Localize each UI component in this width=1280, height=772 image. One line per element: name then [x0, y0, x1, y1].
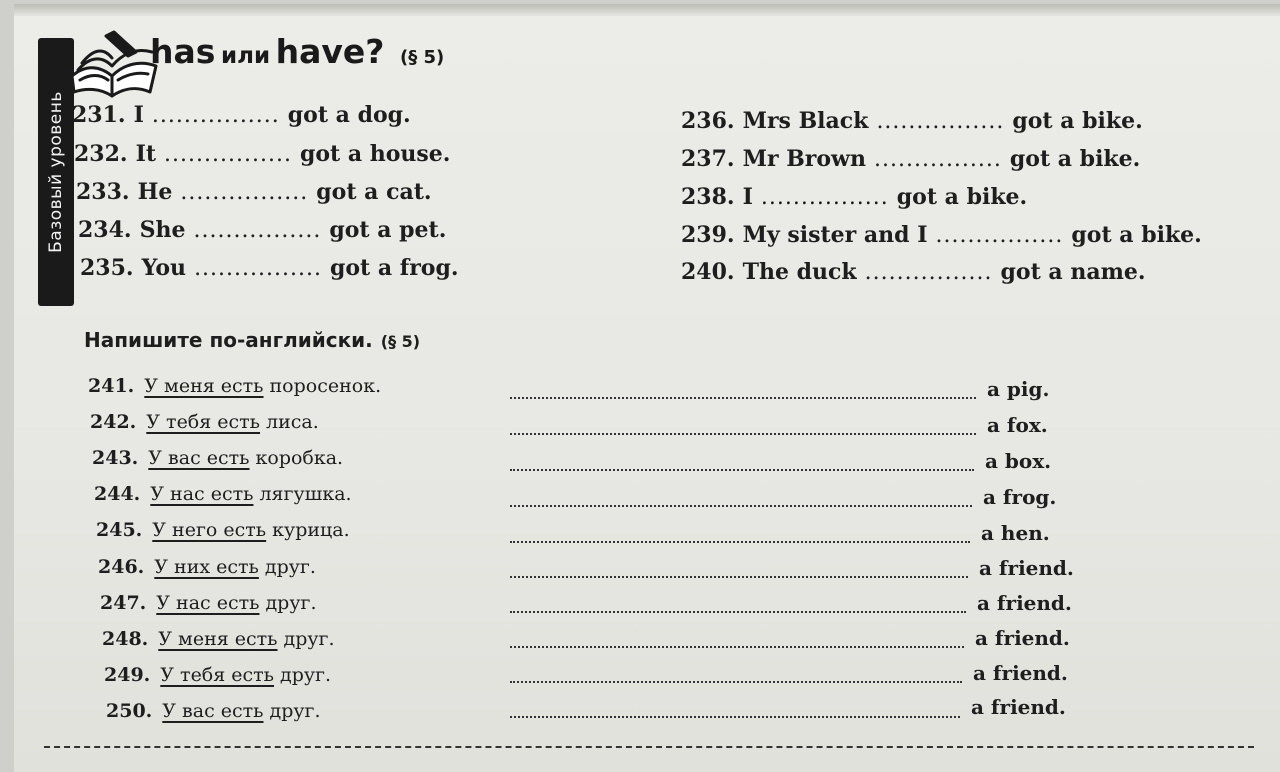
underlined-phrase: У них есть: [154, 556, 259, 578]
translation-line: [510, 505, 972, 507]
underlined-phrase: У него есть: [152, 519, 267, 541]
answer-blank: ................: [193, 218, 322, 243]
heading-has: has: [150, 32, 216, 71]
exercise-subject: The duck: [742, 259, 857, 285]
translation-line: [510, 469, 974, 471]
exercise-231: [72, 102, 411, 128]
exercise-number: 231.: [72, 102, 126, 128]
translate-heading-text: Напишите по-английски.: [84, 328, 373, 352]
translation-247: [100, 592, 317, 614]
exercise-233: [76, 179, 432, 205]
exercise-rest: got a house.: [299, 141, 451, 167]
answer-blank: ................: [876, 109, 1005, 134]
heading-or: или: [220, 43, 271, 69]
exercise-number: 237.: [681, 146, 735, 172]
exercise-rest: got a dog.: [287, 102, 411, 128]
exercise-235: [80, 255, 459, 281]
exercise-number: 242.: [90, 411, 137, 433]
exercise-subject: I: [133, 102, 144, 128]
exercise-subject: Mr Brown: [742, 146, 866, 172]
exercise-number: 236.: [681, 108, 735, 134]
exercise-number: 238.: [681, 184, 735, 210]
page-top-edge: [14, 4, 1280, 16]
exercise-number: 239.: [681, 222, 735, 248]
russian-word: друг.: [283, 628, 335, 650]
underlined-phrase: У тебя есть: [146, 411, 261, 433]
translation-line: [510, 646, 964, 648]
answer-hint: a hen.: [981, 521, 1050, 545]
heading-section-ref: (§ 5): [400, 47, 445, 68]
answer-blank: ................: [760, 185, 889, 210]
exercise-number: 250.: [106, 700, 153, 722]
exercise-number: 235.: [80, 255, 134, 281]
exercise-number: 244.: [94, 483, 141, 505]
translation-248: [102, 628, 335, 650]
answer-hint: a fox.: [987, 413, 1048, 437]
translation-line: [510, 397, 976, 399]
exercise-subject: You: [141, 255, 187, 281]
exercise-subject: It: [135, 141, 157, 167]
russian-word: друг.: [265, 592, 317, 614]
exercise-rest: got a bike.: [896, 184, 1028, 210]
exercise-subject: She: [139, 217, 186, 243]
exercise-number: 240.: [681, 259, 735, 285]
exercise-237: [681, 146, 1140, 172]
translation-243: [92, 447, 343, 469]
exercise-number: 248.: [102, 628, 149, 650]
answer-hint: a friend.: [973, 661, 1068, 685]
answer-hint: a friend.: [979, 556, 1074, 580]
exercise-236: [681, 108, 1143, 134]
answer-hint: a box.: [985, 449, 1052, 473]
heading-have: have?: [275, 32, 385, 71]
answer-blank: ................: [194, 256, 322, 281]
russian-word: курица.: [272, 519, 350, 541]
exercise-rest: got a name.: [1000, 259, 1146, 285]
translation-line: [510, 611, 966, 613]
translation-line: [510, 716, 960, 718]
exercise-234: [78, 217, 446, 243]
exercise-number: 246.: [98, 556, 145, 578]
translation-244: [94, 483, 352, 505]
exercise-rest: got a bike.: [1012, 108, 1143, 134]
translation-245: [96, 519, 350, 541]
exercise-240: [681, 259, 1146, 285]
exercise-rest: got a pet.: [329, 217, 447, 243]
exercise-number: 241.: [88, 375, 135, 397]
exercise-subject: Mrs Black: [742, 108, 869, 134]
exercise-number: 247.: [100, 592, 147, 614]
answer-hint: a friend.: [975, 626, 1070, 650]
level-label: Базовый уровень: [46, 91, 66, 253]
exercise-heading: [150, 32, 444, 71]
exercise-rest: got a frog.: [329, 255, 459, 281]
exercise-239: [681, 222, 1202, 248]
exercise-number: 232.: [74, 141, 128, 167]
exercise-number: 249.: [104, 664, 151, 686]
answer-hint: a pig.: [987, 377, 1050, 401]
exercise-subject: He: [137, 179, 173, 205]
translation-250: [106, 700, 321, 722]
exercise-rest: got a bike.: [1071, 222, 1202, 248]
russian-word: друг.: [264, 556, 316, 578]
textbook-page: [14, 4, 1280, 772]
underlined-phrase: У нас есть: [156, 592, 260, 614]
exercise-232: [74, 141, 450, 167]
answer-hint: a friend.: [971, 695, 1066, 719]
answer-hint: a friend.: [977, 591, 1072, 615]
translation-241: [88, 375, 381, 397]
russian-word: друг.: [280, 664, 332, 686]
russian-word: лягушка.: [259, 483, 352, 505]
exercise-subject: My sister and I: [742, 222, 928, 248]
exercise-subject: I: [742, 184, 753, 210]
translation-line: [510, 681, 962, 683]
russian-word: друг.: [269, 700, 321, 722]
underlined-phrase: У вас есть: [148, 447, 250, 469]
exercise-number: 245.: [96, 519, 143, 541]
book-icon: [66, 30, 162, 102]
answer-hint: a frog.: [983, 485, 1057, 509]
underlined-phrase: У меня есть: [144, 375, 264, 397]
russian-word: лиса.: [266, 411, 319, 433]
underlined-phrase: У меня есть: [158, 628, 278, 650]
exercise-number: 233.: [76, 179, 130, 205]
answer-blank: ................: [151, 103, 280, 128]
translation-line: [510, 576, 968, 578]
bottom-dashed-divider: [44, 746, 1254, 748]
translation-249: [104, 664, 331, 686]
exercise-number: 234.: [78, 217, 132, 243]
answer-blank: ................: [180, 180, 309, 205]
translation-246: [98, 556, 316, 578]
exercise-rest: got a cat.: [316, 179, 432, 205]
translation-line: [510, 541, 970, 543]
answer-blank: ................: [935, 223, 1064, 248]
translate-heading: [84, 328, 420, 352]
translation-line: [510, 433, 976, 435]
underlined-phrase: У нас есть: [150, 483, 254, 505]
exercise-number: 243.: [92, 447, 139, 469]
translation-242: [90, 411, 319, 433]
exercise-238: [681, 184, 1027, 210]
russian-word: коробка.: [255, 447, 344, 469]
answer-blank: ................: [164, 142, 292, 167]
exercise-rest: got a bike.: [1009, 146, 1141, 172]
underlined-phrase: У тебя есть: [160, 664, 275, 686]
answer-blank: ................: [874, 147, 1002, 172]
russian-word: поросенок.: [269, 375, 382, 397]
answer-blank: ................: [864, 260, 993, 285]
underlined-phrase: У вас есть: [162, 700, 264, 722]
translate-heading-ref: (§ 5): [380, 332, 421, 351]
